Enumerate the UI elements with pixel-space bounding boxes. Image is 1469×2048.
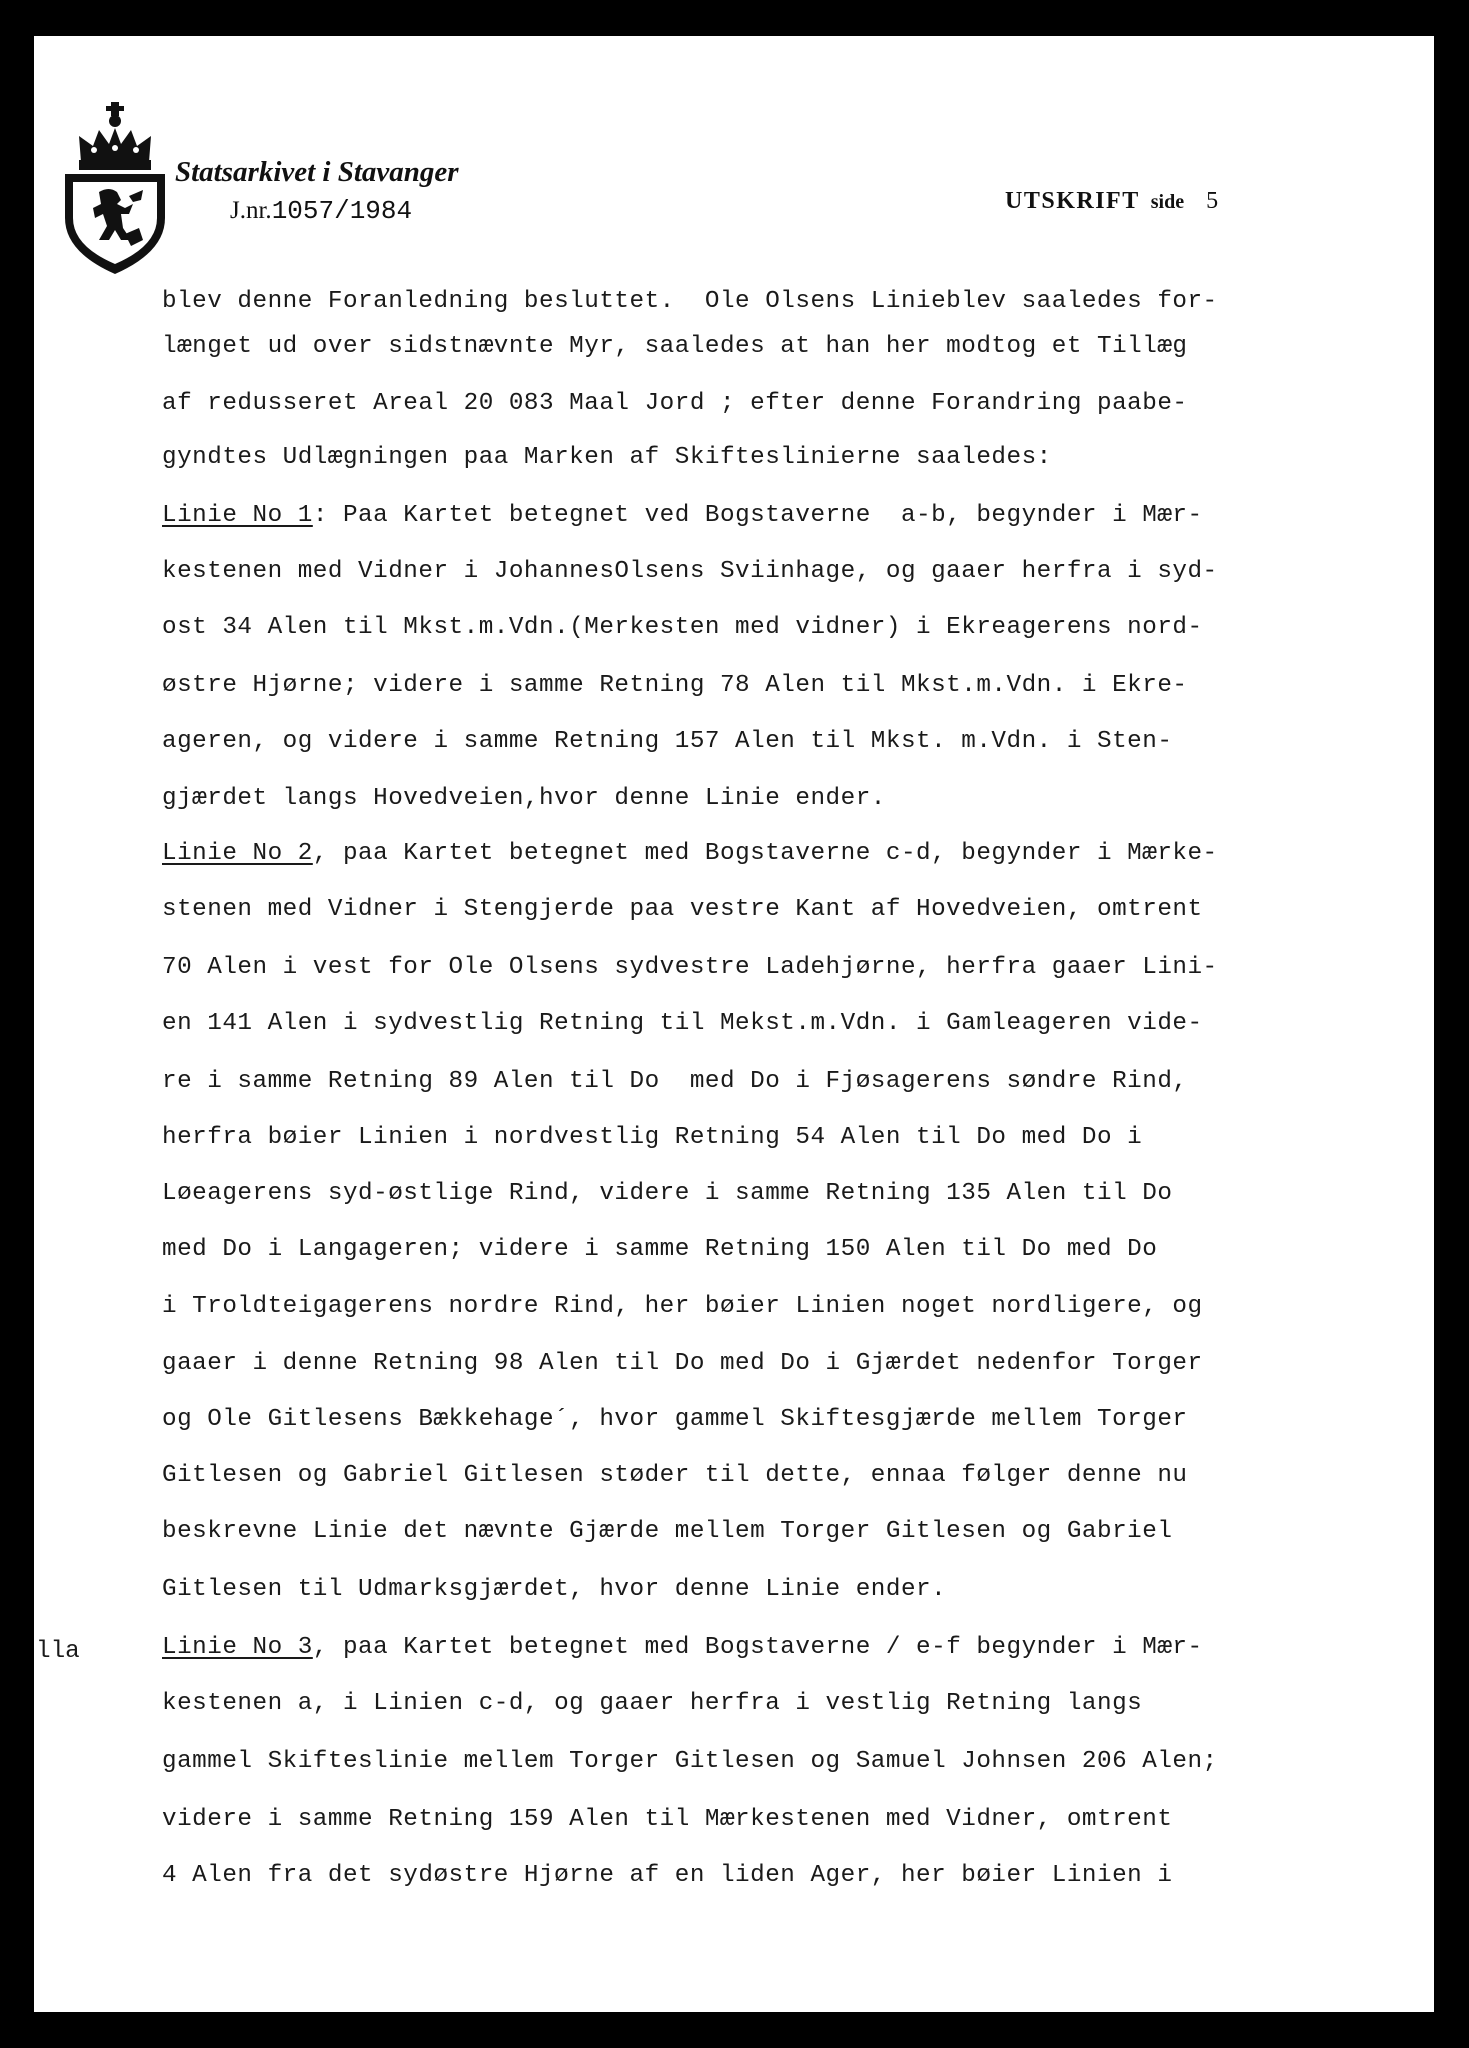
- body-line: stenen med Vidner i Stengjerde paa vestre Kant af Hovedveien, omtrent: [162, 896, 1203, 923]
- section-heading-linie-1: Linie No 1: [162, 502, 313, 529]
- body-line: beskrevne Linie det nævnte Gjærde mellem Torger Gitlesen og Gabriel: [162, 1518, 1173, 1545]
- body-line: ost 34 Alen til Mkst.m.Vdn.(Merkesten med vidner) i Ekreagerens nord-: [162, 614, 1203, 641]
- page-header-utskrift: [1005, 188, 1220, 215]
- body-line: 4 Alen fra det sydøstre Hjørne af en liden Ager, her bøier Linien i: [162, 1862, 1173, 1889]
- body-line: ageren, og videre i samme Retning 157 Alen til Mkst. m.Vdn. i Sten-: [162, 728, 1173, 755]
- body-line: gaaer i denne Retning 98 Alen til Do med Do i Gjærdet nedenfor Torger: [162, 1350, 1203, 1377]
- archive-title: Statsarkivet i Stavanger: [175, 156, 459, 188]
- body-line: længet ud over sidstnævnte Myr, saaledes at han her modtog et Tillæg: [162, 333, 1188, 360]
- body-line: Løeagerens syd-østlige Rind, videre i samme Retning 135 Alen til Do: [162, 1180, 1173, 1207]
- body-line: af redusseret Areal 20 083 Maal Jord ; efter denne Forandring paabe-: [162, 390, 1188, 417]
- page-number: 5: [1206, 188, 1220, 214]
- body-line: Gitlesen til Udmarksgjærdet, hvor denne Linie ender.: [162, 1576, 947, 1603]
- body-line: og Ole Gitlesens Bækkehage´, hvor gammel Skiftesgjærde mellem Torger: [162, 1406, 1188, 1433]
- body-line: 70 Alen i vest for Ole Olsens sydvestre Ladehjørne, herfra gaaer Lini-: [162, 954, 1218, 981]
- body-line: østre Hjørne; videre i samme Retning 78 Alen til Mkst.m.Vdn. i Ekre-: [162, 672, 1188, 699]
- body-line: re i samme Retning 89 Alen til Do med Do i Fjøsagerens søndre Rind,: [162, 1068, 1188, 1095]
- utskrift-label: UTSKRIFT: [1005, 188, 1140, 214]
- journal-number: [230, 196, 412, 226]
- body-line: gammel Skifteslinie mellem Torger Gitlesen og Samuel Johnsen 206 Alen;: [162, 1748, 1218, 1775]
- body-line: kestenen a, i Linien c-d, og gaaer herfra i vestlig Retning langs: [162, 1690, 1143, 1717]
- body-line: Linie No 3, paa Kartet betegnet med Bogstaverne / e-f begynder i Mær-: [162, 1634, 1203, 1661]
- section-heading-linie-3: Linie No 3: [162, 1634, 313, 1661]
- body-line: gjærdet langs Hovedveien,hvor denne Linie ender.: [162, 785, 886, 812]
- body-line: videre i samme Retning 159 Alen til Mærkestenen med Vidner, omtrent: [162, 1806, 1173, 1833]
- body-line: kestenen med Vidner i JohannesOlsens Sviinhage, og gaaer herfra i syd-: [162, 558, 1218, 585]
- journal-number-value: 1057/1984: [271, 196, 413, 226]
- body-line: Gitlesen og Gabriel Gitlesen støder til dette, ennaa følger denne nu: [162, 1462, 1188, 1489]
- body-line: gyndtes Udlægningen paa Marken af Skifteslinierne saaledes:: [162, 444, 1052, 471]
- body-line: i Troldteigagerens nordre Rind, her bøier Linien noget nordligere, og: [162, 1293, 1203, 1320]
- body-line: Linie No 2, paa Kartet betegnet med Bogstaverne c-d, begynder i Mærke-: [162, 840, 1218, 867]
- body-line: en 141 Alen i sydvestlig Retning til Mekst.m.Vdn. i Gamleageren vide-: [162, 1010, 1203, 1037]
- journal-number-label: J.nr.: [230, 197, 272, 224]
- body-line: herfra bøier Linien i nordvestlig Retning 54 Alen til Do med Do i: [162, 1124, 1143, 1151]
- side-label: side: [1150, 191, 1185, 213]
- margin-note: lla: [36, 1638, 80, 1665]
- body-line: blev denne Foranledning besluttet. Ole Olsens Linieblev saaledes for-: [162, 288, 1218, 315]
- body-line: Linie No 1: Paa Kartet betegnet ved Bogstaverne a-b, begynder i Mær-: [162, 502, 1203, 529]
- section-heading-linie-2: Linie No 2: [162, 840, 313, 867]
- coat-of-arms-icon: [59, 100, 171, 276]
- body-line: med Do i Langageren; videre i samme Retning 150 Alen til Do med Do: [162, 1236, 1158, 1263]
